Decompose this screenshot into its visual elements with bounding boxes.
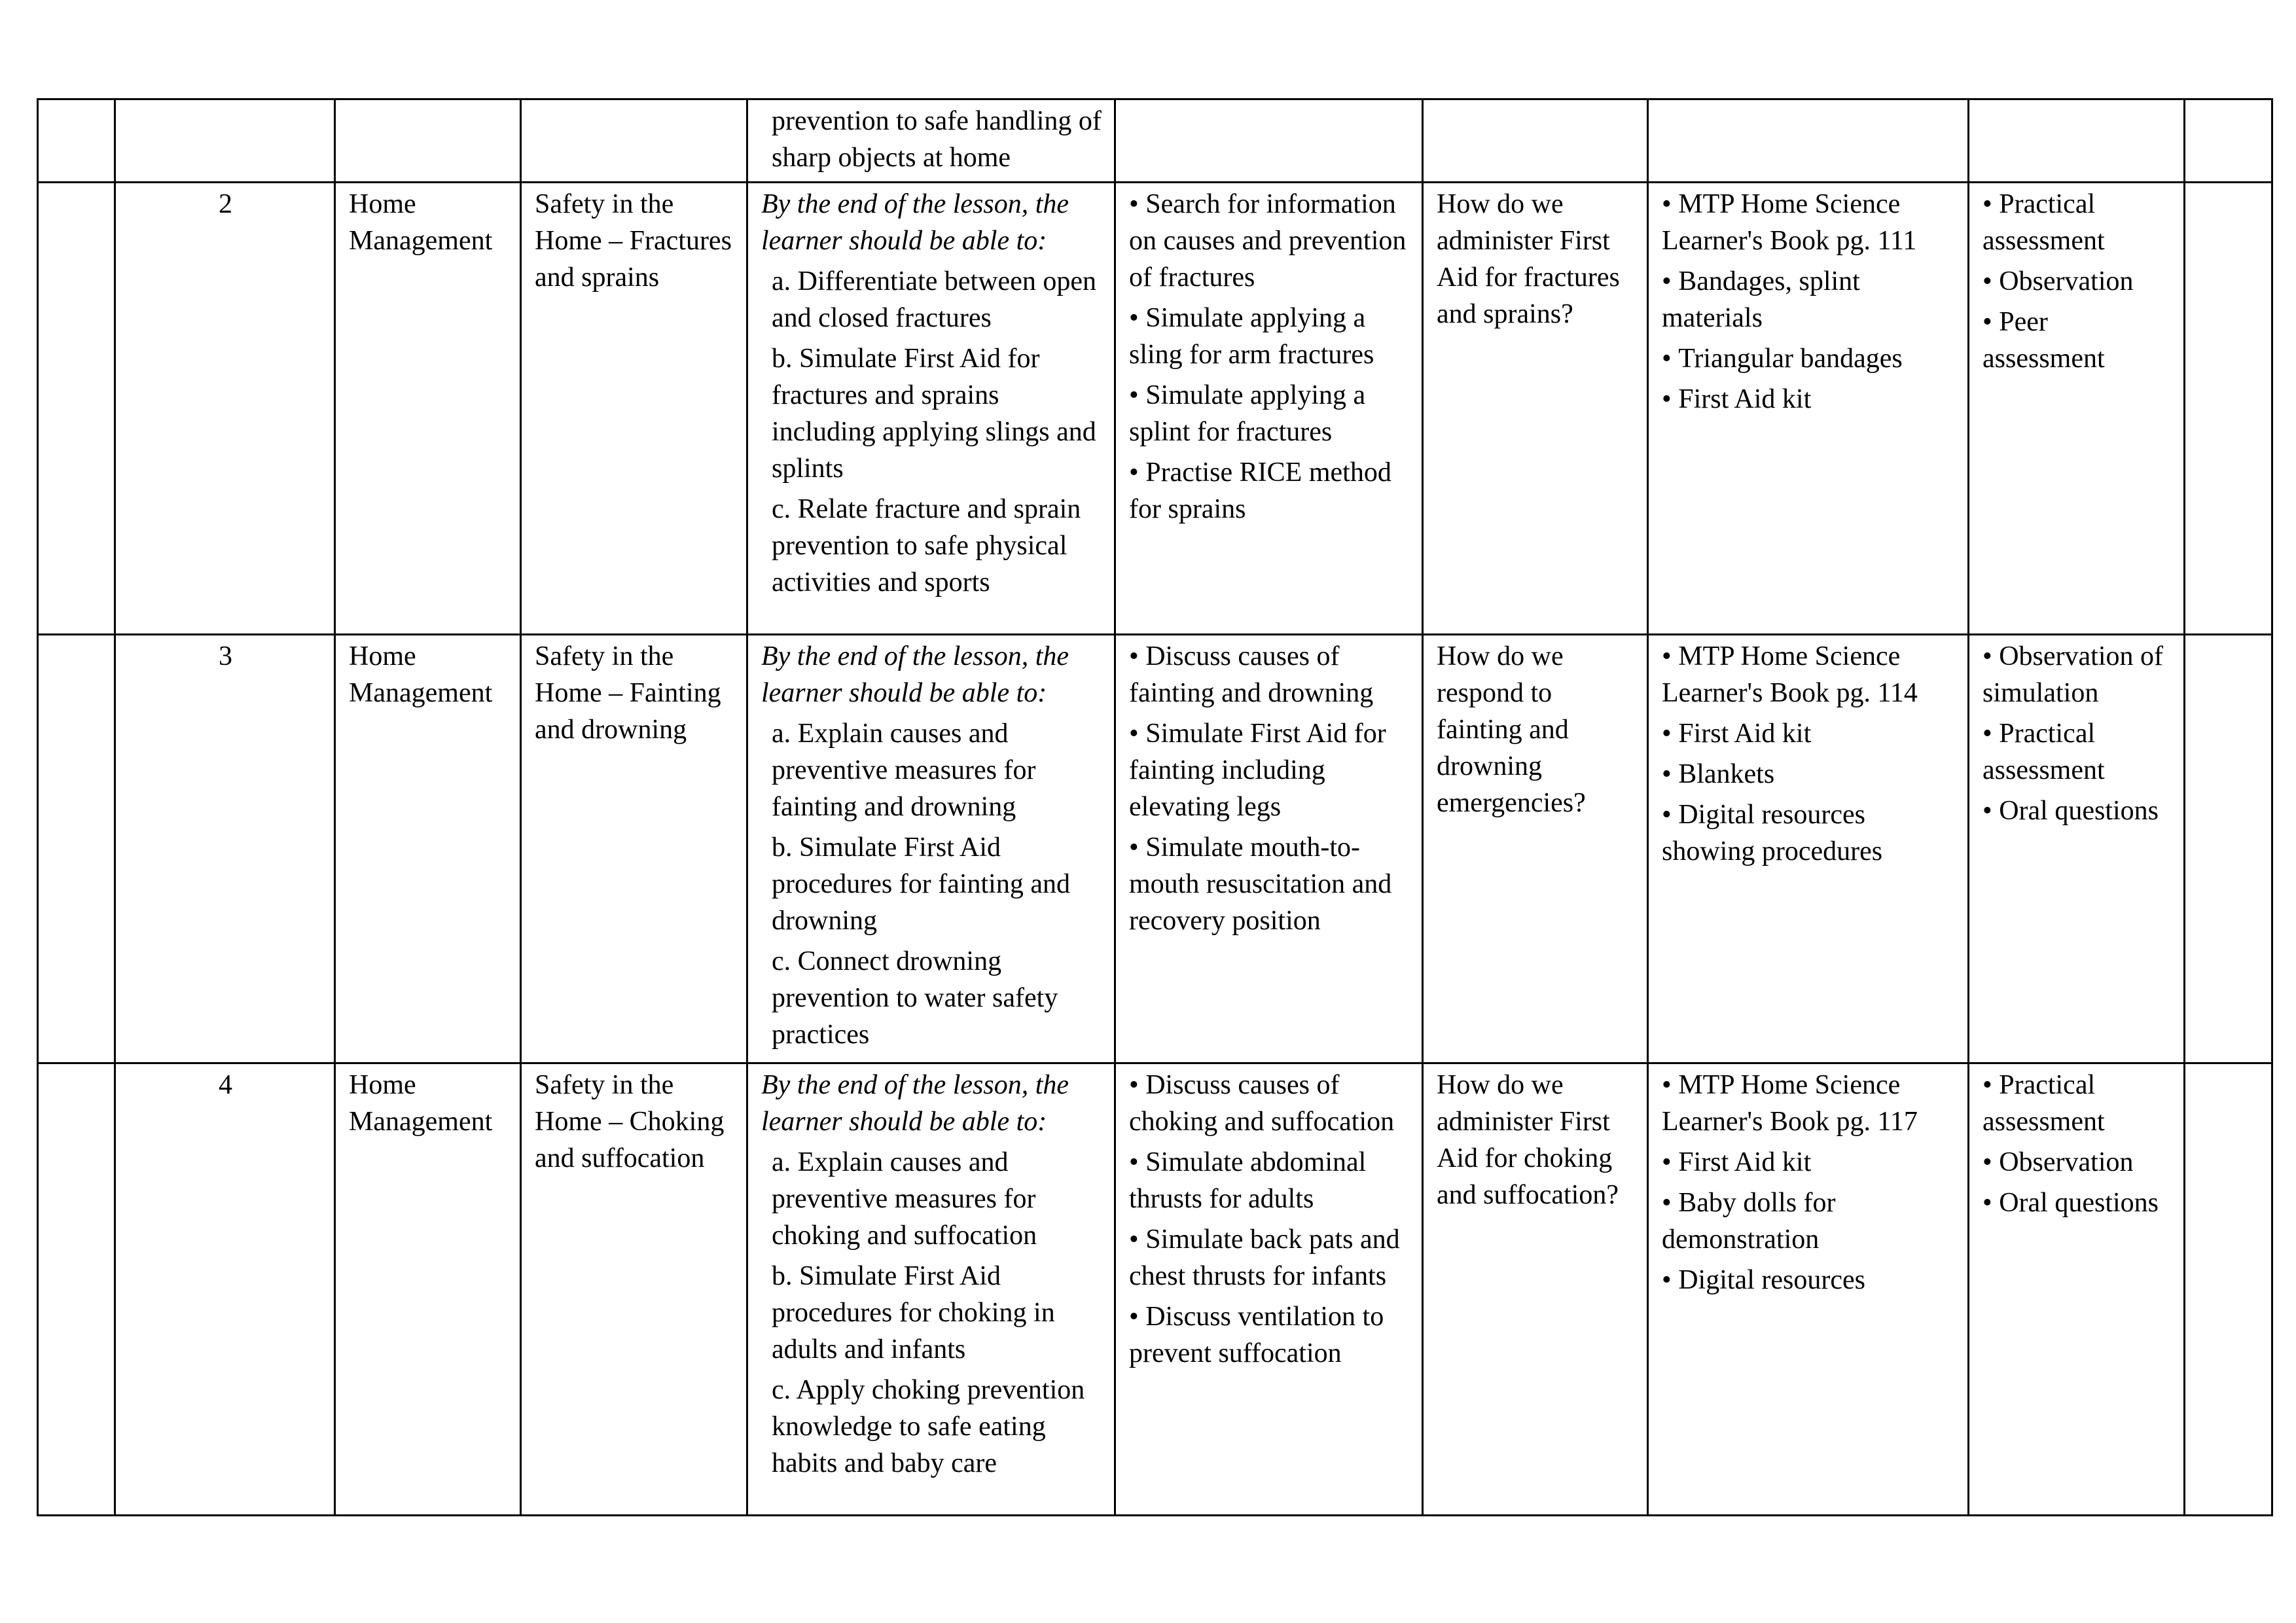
outcomes-intro: By the end of the lesson, the learner should be able to:: [761, 1070, 1069, 1137]
remarks-cell: [2185, 99, 2272, 183]
sub-strand-cell: [521, 99, 747, 183]
learning-experiences-cell: [1115, 635, 1423, 1063]
week-cell: [38, 99, 115, 183]
learning-experiences-cell: [1115, 183, 1423, 635]
resources-cell: [1648, 183, 1969, 635]
resource-item: • MTP Home Science Learner's Book pg. 117: [1662, 1067, 1956, 1140]
table-row: [38, 1063, 2272, 1516]
experience-item: • Discuss causes of fainting and drowning: [1129, 638, 1410, 711]
experience-item: • Simulate applying a splint for fractures: [1129, 377, 1410, 450]
outcome-item: a. Explain causes and preventive measures for fainting and drowning: [772, 719, 1036, 822]
resource-item: • First Aid kit: [1662, 381, 1956, 418]
outcome-continuation: prevention to safe handling of sharp objects at home: [772, 106, 1102, 173]
resource-item: • Bandages, splint materials: [1662, 263, 1956, 336]
resource-item: • Triangular bandages: [1662, 340, 1956, 377]
resources-cell: [1648, 1063, 1969, 1516]
resource-item: • MTP Home Science Learner's Book pg. 111: [1662, 186, 1956, 259]
lesson-cell: 4: [115, 1063, 335, 1516]
remarks-cell: [2185, 183, 2272, 635]
experience-item: • Simulate applying a sling for arm fractures: [1129, 300, 1410, 373]
assessment-cell: [1969, 1063, 2185, 1516]
learning-outcomes-cell: [747, 635, 1115, 1063]
learning-experiences-cell: [1115, 99, 1423, 183]
outcome-item: a. Differentiate between open and closed fractures: [772, 266, 1096, 333]
scheme-of-work-table: [37, 98, 2273, 1516]
sub-strand-cell: Safety in the Home – Fainting and drowning: [521, 635, 747, 1063]
inquiry-question-cell: How do we administer First Aid for fractures and sprains?: [1423, 183, 1648, 635]
table-row: [38, 635, 2272, 1063]
experience-item: • Simulate abdominal thrusts for adults: [1129, 1144, 1410, 1217]
assessment-item: • Practical assessment: [1982, 1067, 2172, 1140]
assessment-item: • Observation: [1982, 1144, 2172, 1181]
experience-item: • Simulate First Aid for fainting including elevating legs: [1129, 715, 1410, 825]
inquiry-question-cell: How do we administer First Aid for choking and suffocation?: [1423, 1063, 1648, 1516]
table-row: [38, 183, 2272, 635]
assessment-cell: [1969, 635, 2185, 1063]
outcome-item: c. Relate fracture and sprain prevention to safe physical activities and sports: [772, 494, 1081, 597]
resource-item: • MTP Home Science Learner's Book pg. 114: [1662, 638, 1956, 711]
resource-item: • Digital resources showing procedures: [1662, 796, 1956, 870]
outcome-item: c. Apply choking prevention knowledge to safe eating habits and baby care: [772, 1375, 1085, 1478]
resources-cell: [1648, 99, 1969, 183]
assessment-cell: [1969, 99, 2185, 183]
resource-item: • Digital resources: [1662, 1262, 1956, 1298]
outcome-item: b. Simulate First Aid for fractures and sprains including applying slings and splints: [772, 344, 1096, 484]
assessment-item: • Practical assessment: [1982, 186, 2172, 259]
strand-cell: [335, 99, 521, 183]
assessment-item: • Oral questions: [1982, 793, 2172, 829]
assessment-item: • Oral questions: [1982, 1185, 2172, 1221]
inquiry-question-cell: How do we respond to fainting and drowning emergencies?: [1423, 635, 1648, 1063]
experience-item: • Practise RICE method for sprains: [1129, 454, 1410, 527]
experience-item: • Discuss causes of choking and suffocation: [1129, 1067, 1410, 1140]
assessment-item: • Peer assessment: [1982, 304, 2172, 377]
sub-strand-cell: Safety in the Home – Fractures and sprains: [521, 183, 747, 635]
week-cell: [38, 1063, 115, 1516]
inquiry-question-cell: [1423, 99, 1648, 183]
resource-item: • First Aid kit: [1662, 715, 1956, 752]
outcome-item: c. Connect drowning prevention to water safety practices: [772, 946, 1058, 1050]
learning-experiences-cell: [1115, 1063, 1423, 1516]
lesson-cell: 3: [115, 635, 335, 1063]
strand-cell: Home Management: [335, 635, 521, 1063]
outcome-item: a. Explain causes and preventive measures for choking and suffocation: [772, 1147, 1037, 1251]
learning-outcomes-cell: [747, 183, 1115, 635]
outcome-item: b. Simulate First Aid procedures for fainting and drowning: [772, 832, 1070, 936]
outcomes-intro: By the end of the lesson, the learner should be able to:: [761, 189, 1069, 256]
assessment-item: • Observation of simulation: [1982, 638, 2172, 711]
sub-strand-cell: Safety in the Home – Choking and suffocation: [521, 1063, 747, 1516]
table-row: [38, 99, 2272, 183]
resources-cell: [1648, 635, 1969, 1063]
learning-outcomes-cell: [747, 1063, 1115, 1516]
week-cell: [38, 183, 115, 635]
week-cell: [38, 635, 115, 1063]
assessment-cell: [1969, 183, 2185, 635]
resource-item: • Baby dolls for demonstration: [1662, 1185, 1956, 1258]
resource-item: • Blankets: [1662, 756, 1956, 793]
experience-item: • Simulate mouth-to-mouth resuscitation and recovery position: [1129, 829, 1410, 939]
resource-item: • First Aid kit: [1662, 1144, 1956, 1181]
assessment-item: • Practical assessment: [1982, 715, 2172, 789]
outcome-item: b. Simulate First Aid procedures for choking in adults and infants: [772, 1261, 1055, 1364]
experience-item: • Discuss ventilation to prevent suffocation: [1129, 1298, 1410, 1372]
lesson-cell: [115, 99, 335, 183]
remarks-cell: [2185, 1063, 2272, 1516]
lesson-cell: 2: [115, 183, 335, 635]
strand-cell: Home Management: [335, 183, 521, 635]
learning-outcomes-cell: [747, 99, 1115, 183]
experience-item: • Search for information on causes and prevention of fractures: [1129, 186, 1410, 296]
outcomes-intro: By the end of the lesson, the learner should be able to:: [761, 641, 1069, 708]
remarks-cell: [2185, 635, 2272, 1063]
assessment-item: • Observation: [1982, 263, 2172, 300]
strand-cell: Home Management: [335, 1063, 521, 1516]
experience-item: • Simulate back pats and chest thrusts for infants: [1129, 1221, 1410, 1294]
